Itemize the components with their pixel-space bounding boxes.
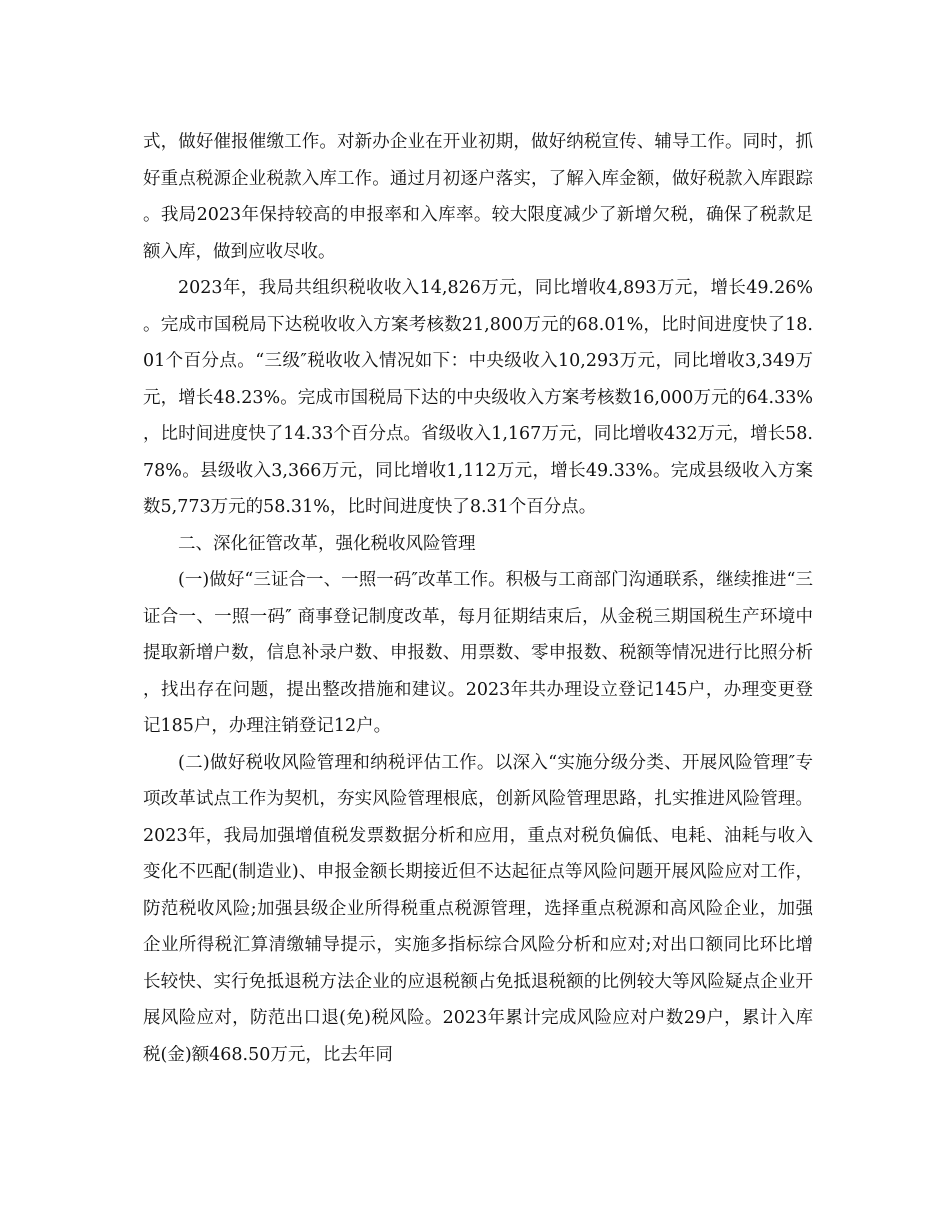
paragraph-risk-management: (二)做好税收风险管理和纳税评估工作。以深入“实施分级分类、开展风险管理″专项改革试点工作为契机，夯实风险管理根底，创新风险管理思路，扎实推进风险管理。2023年，我局加强增值税发票数据分析和应用，重点对税负偏低、电耗、油耗与收入变化不匹配(制造业)、申报金额长期接近但不达起征点等风险问题开展风险应对工作，防范税收风险;加强县级企业所得税重点税源管理，选择重点税源和高风险企业，加强企业所得税汇算清缴辅导提示，实施多指标综合风险分析和应对;对出口额同比环比增长较快、实行免抵退税方法企业的应退税额占免抵退税额的比例较大等风险疑点企业开展风险应对，防范出口退(免)税风险。2023年累计完成风险应对户数29户，累计入库税(金)额468.50万元，比去年同 <box>143 752 813 1065</box>
document-body <box>143 124 813 1073</box>
paragraph-tax-collection-continued: 式，做好催报催缴工作。对新办企业在开业初期，做好纳税宣传、辅导工作。同时，抓好重点税源企业税款入库工作。通过月初逐户落实，了解入库金额，做好税款入库跟踪。我局2023年保持较高的申报率和入库率。较大限度减少了新增欠税，确保了税款足额入库，做到应收尽收。 <box>143 132 813 262</box>
section-heading-collection-reform: 二、深化征管改革，强化税收风险管理 <box>178 533 476 554</box>
paragraph-three-certificates-reform: (一)做好“三证合一、一照一码″改革工作。积极与工商部门沟通联系，继续推进“三证合一、一照一码″ 商事登记制度改革，每月征期结束后，从金税三期国税生产环境中提取新增户数，信息补录户数、申报数、用票数、零申报数、税额等情况进行比照分析，找出存在问题，提出整改措施和建议。2023年共办理设立登记145户，办理变更登记185户，办理注销登记12户。 <box>143 570 813 736</box>
paragraph-2023-tax-revenue: 2023年，我局共组织税收收入14,826万元，同比增收4,893万元，增长49.26%。完成市国税局下达税收收入方案考核数21,800万元的68.01%，比时间进度快了18.01个百分点。“三级″税收收入情况如下：中央级收入10,293万元，同比增收3,349万元，增长48.23%。完成市国税局下达的中央级收入方案考核数16,000万元的64.33%，比时间进度快了14.33个百分点。省级收入1,167万元，同比增收432万元，增长58.78%。县级收入3,366万元，同比增收1,112万元，增长49.33%。完成县级收入方案数5,773万元的58.31%，比时间进度快了8.31个百分点。 <box>143 278 813 517</box>
